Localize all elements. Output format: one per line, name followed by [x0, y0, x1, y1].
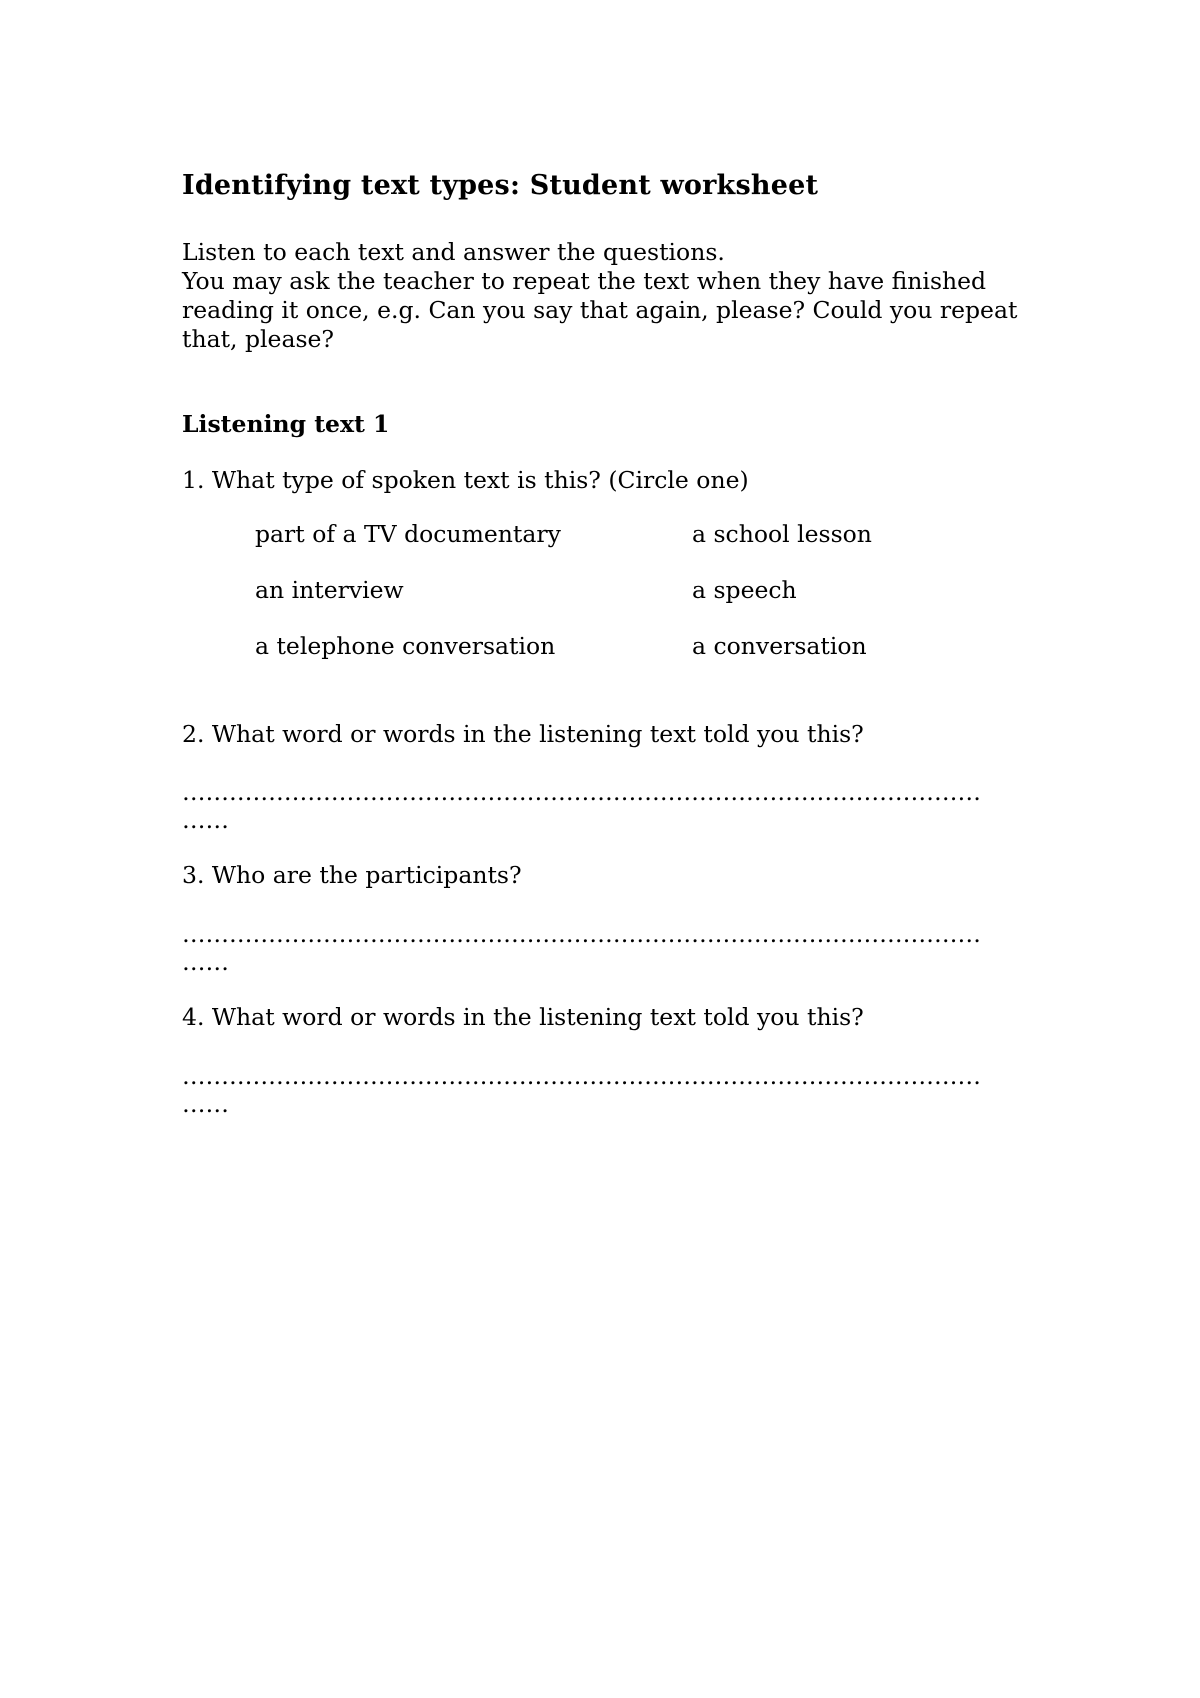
option-interview[interactable]: an interview	[255, 576, 404, 604]
option-speech[interactable]: a speech	[692, 576, 797, 604]
option-conversation[interactable]: a conversation	[692, 632, 867, 660]
answer-line-3[interactable]	[182, 920, 1032, 976]
page-title: Identifying text types: Student worksheet	[182, 170, 819, 201]
answer-line-4[interactable]	[182, 1062, 1032, 1118]
option-telephone-conversation[interactable]: a telephone conversation	[255, 632, 556, 660]
answer-line-2[interactable]	[182, 778, 1032, 834]
answer-dots: …………………………………………………………………………………………	[182, 1062, 981, 1090]
instruction-line-1: Listen to each text and answer the questions.	[182, 238, 725, 266]
answer-dots: …………………………………………………………………………………………	[182, 920, 981, 948]
instructions	[182, 238, 1032, 354]
option-school-lesson[interactable]: a school lesson	[692, 520, 872, 548]
section-heading: Listening text 1	[182, 410, 390, 438]
answer-dots: …………………………………………………………………………………………	[182, 778, 981, 806]
answer-dots-continued: ……	[182, 1090, 229, 1118]
answer-dots-continued: ……	[182, 948, 229, 976]
question-1: 1. What type of spoken text is this? (Circle one)	[182, 466, 749, 494]
question-2: 2. What word or words in the listening text told you this?	[182, 720, 864, 748]
instruction-line-2: You may ask the teacher to repeat the text when they have finished reading it once, e.g. Can you say that again, please? Could you repeat that, please?	[182, 267, 1018, 353]
question-4: 4. What word or words in the listening text told you this?	[182, 1003, 864, 1031]
option-tv-documentary[interactable]: part of a TV documentary	[255, 520, 561, 548]
answer-dots-continued: ……	[182, 806, 229, 834]
question-3: 3. Who are the participants?	[182, 861, 522, 889]
